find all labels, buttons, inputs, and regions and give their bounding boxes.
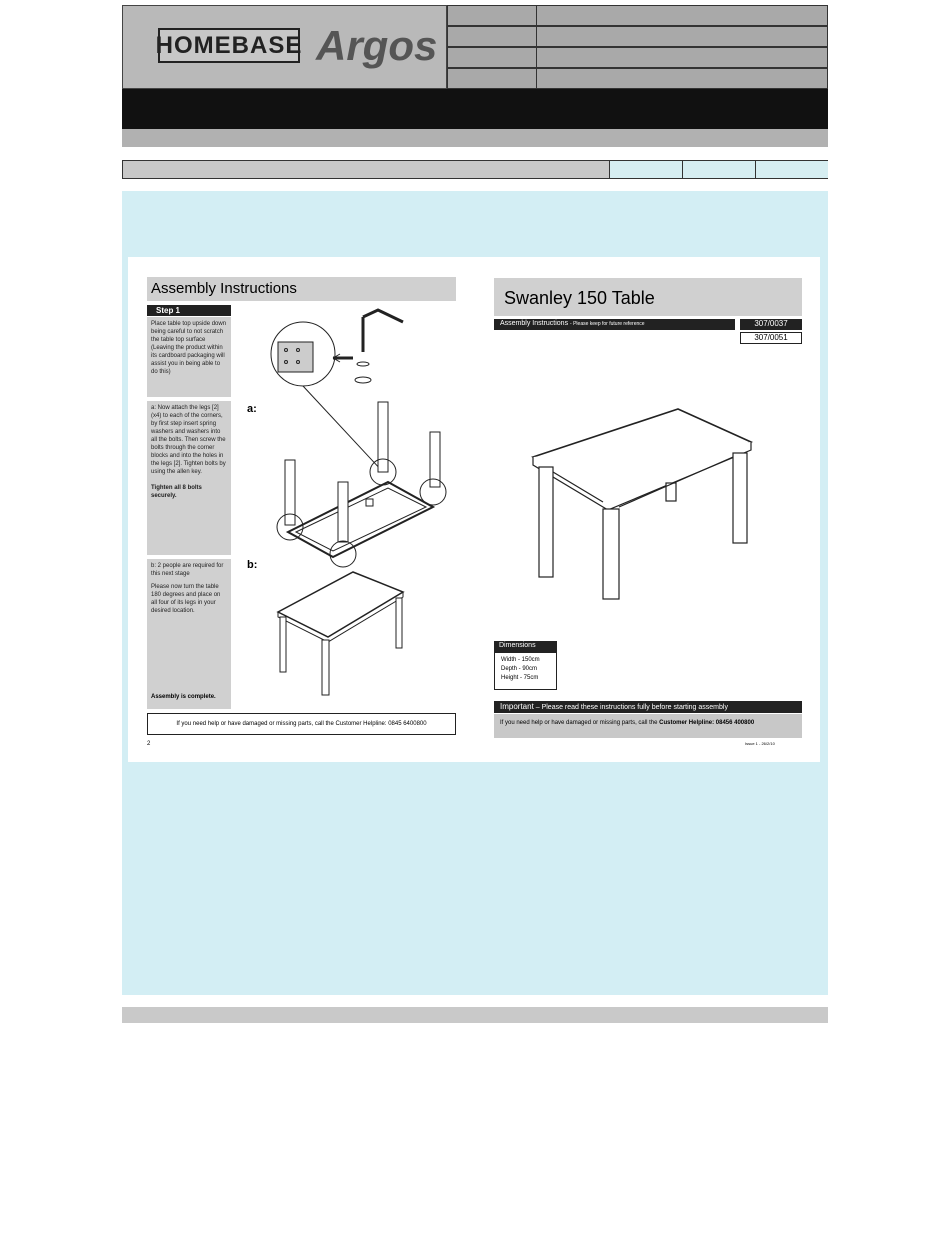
- meta-row: [447, 68, 828, 89]
- document-meta-table: [447, 5, 828, 89]
- footer-bar: [122, 1007, 828, 1023]
- step-b-text1: b: 2 people are required for this next stage: [151, 563, 224, 577]
- helpline-number: Customer Helpline: 08456 400800: [659, 720, 755, 726]
- meta-row: [447, 26, 828, 47]
- important-text: – Please read these instructions fully before starting assembly: [535, 704, 728, 711]
- corner-block: [278, 342, 313, 372]
- step-b-box: [147, 559, 231, 709]
- subtitle-bar: [122, 129, 828, 147]
- left-page-title: Assembly Instructions: [147, 277, 456, 301]
- subtitle-small: - Please keep for future reference: [570, 321, 645, 327]
- step-b-text2: Please now turn the table 180 degrees and place on all four of its legs in your desired location.: [151, 584, 221, 614]
- issue-label: Issue 1 - 26/2/10: [745, 741, 775, 746]
- meta-row: [447, 47, 828, 68]
- dimension-depth: Depth - 90cm: [501, 666, 538, 672]
- helpline-prefix: If you need help or have damaged or missing parts, call the: [500, 720, 658, 726]
- argos-logo: Argos: [316, 22, 438, 69]
- diagram-a-label: a:: [247, 403, 257, 415]
- dimension-height: Height - 75cm: [501, 675, 539, 681]
- step-label: Step 1: [147, 305, 231, 316]
- subtitle-main: Assembly Instructions: [500, 320, 569, 327]
- product-code-1: 307/0037: [740, 319, 802, 330]
- title-bar: [122, 89, 828, 129]
- dimensions-label: Dimensions: [494, 641, 557, 652]
- dimension-width: Width - 150cm: [501, 657, 540, 663]
- step-a-box: [147, 401, 231, 555]
- product-title: Swanley 150 Table: [494, 278, 802, 316]
- subtitle-bar-right: [494, 319, 735, 330]
- important-bar: [494, 701, 802, 713]
- dimensions-box: [494, 652, 557, 690]
- assembly-diagrams: [258, 302, 458, 707]
- product-code-2: 307/0051: [740, 332, 802, 344]
- important-label: Important: [500, 702, 534, 711]
- step-1-text: Place table top upside down being careful to not scratch the table top surface (Leaving the product within its cardboard packaging will assist you in being able to do this): [147, 317, 231, 397]
- homebase-logo: HOMEBASE: [158, 28, 300, 63]
- diagram-b-label: b:: [247, 559, 258, 571]
- meta-row: [447, 5, 828, 26]
- page-number: 2: [147, 741, 151, 747]
- table-illustration: [523, 397, 763, 602]
- step-a-tighten: Tighten all 8 bolts securely.: [151, 485, 202, 499]
- info-strip: [122, 160, 828, 179]
- instruction-sheet: [128, 257, 820, 762]
- left-helpline: If you need help or have damaged or missing parts, call the Customer Helpline: 0845 6400800: [147, 713, 456, 735]
- step-a-text: a: Now attach the legs [2] (x4) to each of the corners, by first step insert spring washers and washers into all the bolts. Then screw the bolts through the corner blocks and into the holes in the legs [2]. Tighten bolts by using the allen key.: [151, 405, 226, 475]
- assembly-complete: Assembly is complete.: [151, 694, 216, 700]
- right-helpline: [494, 714, 802, 738]
